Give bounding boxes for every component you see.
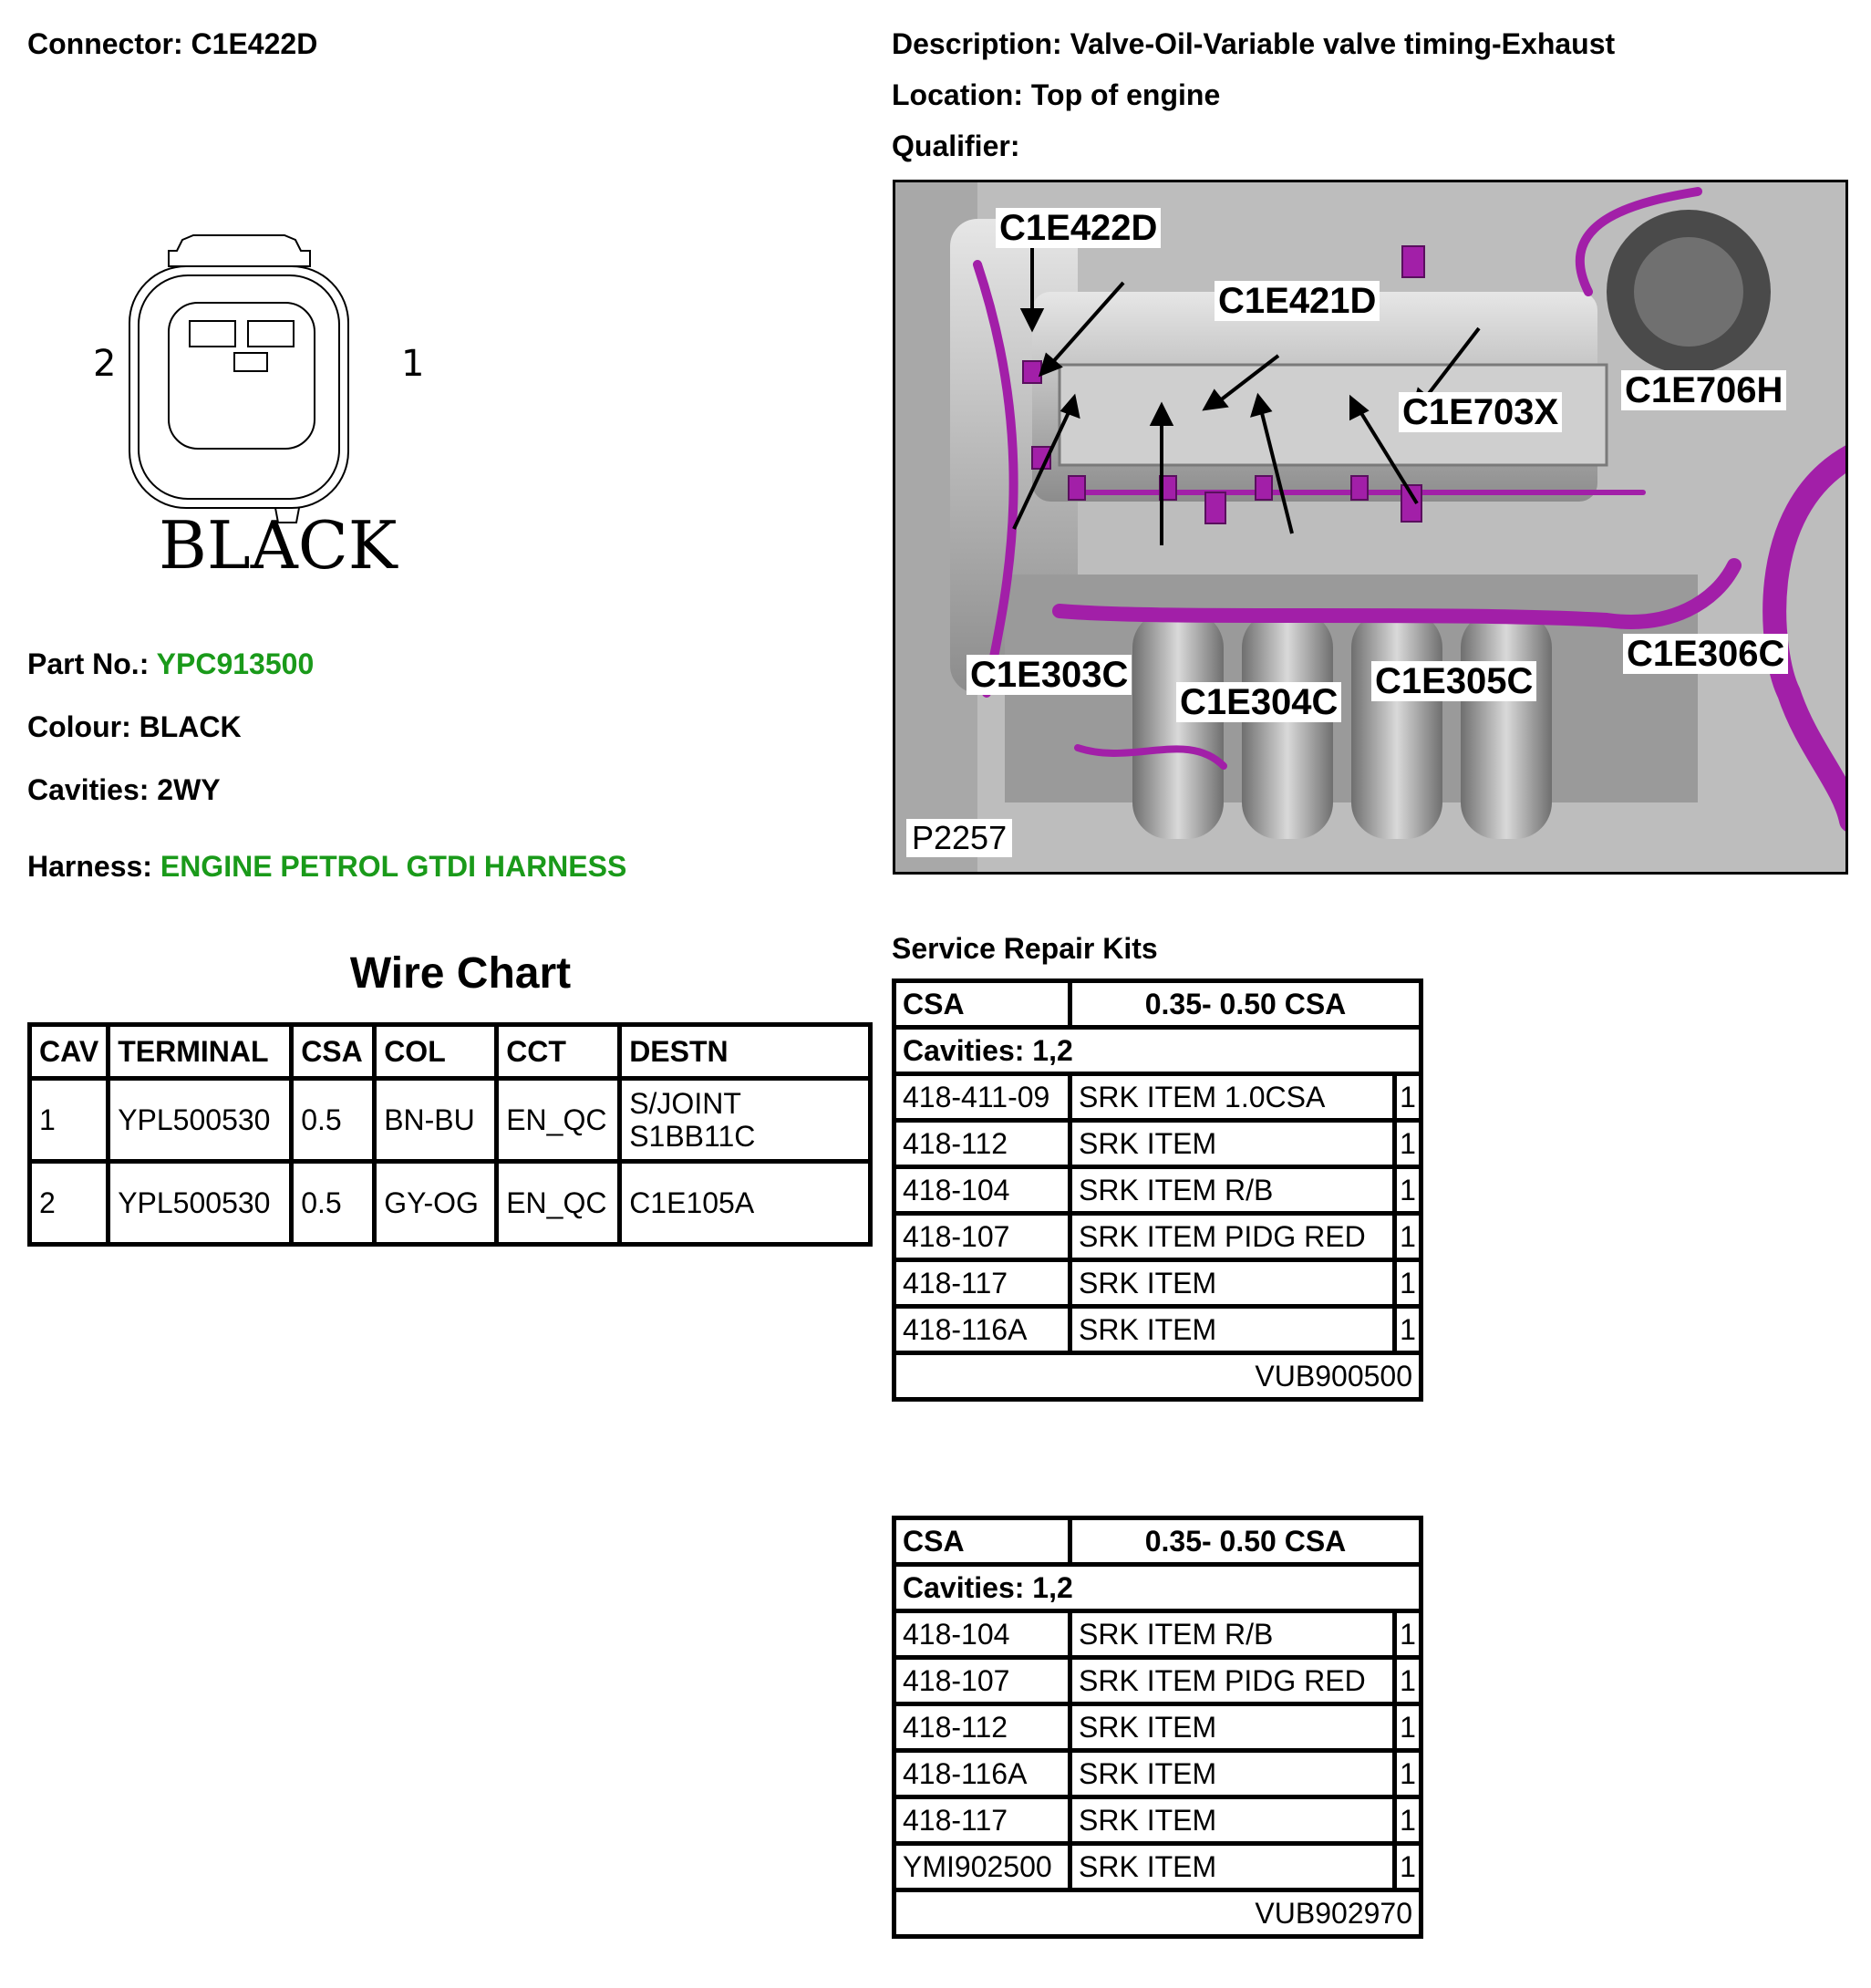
wire-chart-title: Wire Chart [349, 949, 572, 998]
description-label: Description: [892, 27, 1062, 60]
list-item [894, 1844, 1421, 1890]
kit-item-desc: SRK ITEM R/B [1070, 1167, 1395, 1214]
kit-item-code: YMI902500 [894, 1844, 1070, 1890]
kit-item-desc: SRK ITEM 1.0CSA [1070, 1074, 1395, 1121]
cell-destn: S/JOINT S1BB11C [620, 1079, 871, 1162]
list-item [894, 1704, 1421, 1751]
list-item [894, 1074, 1421, 1121]
kit-item-code: 418-116A [894, 1751, 1070, 1797]
kit-item-code: 418-116A [894, 1307, 1070, 1353]
description-field [892, 27, 1615, 61]
kit-item-code: 418-104 [894, 1167, 1070, 1214]
kit-item-desc: SRK ITEM PIDG RED [1070, 1658, 1395, 1704]
list-item [894, 1121, 1421, 1167]
kit-item-qty: 1 [1395, 1844, 1421, 1890]
callout-c1e303c: C1E303C [967, 655, 1132, 695]
cavities-field [27, 773, 221, 807]
kit-item-code: 418-107 [894, 1214, 1070, 1260]
cell-csa: 0.5 [292, 1162, 375, 1245]
qualifier-field [892, 129, 1019, 163]
header-cav: CAV [30, 1025, 109, 1079]
cell-col: BN-BU [375, 1079, 497, 1162]
cell-cav: 1 [30, 1079, 109, 1162]
kit-cavities: Cavities: 1,2 [894, 1028, 1421, 1074]
colour-label: Colour: [27, 710, 131, 743]
kit-item-desc: SRK ITEM [1070, 1844, 1395, 1890]
connector-value: C1E422D [191, 27, 318, 60]
header-destn: DESTN [620, 1025, 871, 1079]
kit-csa-row [894, 1518, 1421, 1565]
connector-field [27, 27, 317, 61]
kit-number: VUB902970 [894, 1890, 1421, 1937]
kit-csa-value: 0.35- 0.50 CSA [1070, 1518, 1421, 1565]
table-row [30, 1162, 871, 1245]
list-item [894, 1214, 1421, 1260]
list-item [894, 1751, 1421, 1797]
list-item [894, 1260, 1421, 1307]
kit-item-qty: 1 [1395, 1658, 1421, 1704]
list-item [894, 1797, 1421, 1844]
cavity-2 [190, 321, 235, 347]
kit-number-row [894, 1353, 1421, 1400]
kit-csa-label: CSA [894, 1518, 1070, 1565]
kit-item-qty: 1 [1395, 1121, 1421, 1167]
cell-terminal: YPL500530 [109, 1162, 292, 1245]
cavities-value: 2WY [157, 773, 221, 806]
wire-chart-table [27, 1022, 873, 1247]
cell-terminal: YPL500530 [109, 1079, 292, 1162]
harness-label: Harness: [27, 850, 152, 883]
kit-item-code: 418-112 [894, 1121, 1070, 1167]
location-value: Top of engine [1030, 78, 1221, 111]
kit-item-qty: 1 [1395, 1307, 1421, 1353]
kit-item-qty: 1 [1395, 1704, 1421, 1751]
callout-c1e305c: C1E305C [1371, 661, 1536, 701]
kit-cavities-row [894, 1028, 1421, 1074]
kit-number-row [894, 1890, 1421, 1937]
kit-item-qty: 1 [1395, 1214, 1421, 1260]
kit-cavities-row [894, 1565, 1421, 1611]
callout-c1e422d: C1E422D [996, 208, 1161, 248]
header-csa: CSA [292, 1025, 375, 1079]
location-label: Location: [892, 78, 1023, 111]
kit-item-desc: SRK ITEM PIDG RED [1070, 1214, 1395, 1260]
cell-cav: 2 [30, 1162, 109, 1245]
callout-c1e304c: C1E304C [1176, 682, 1341, 722]
kit-item-code: 418-112 [894, 1704, 1070, 1751]
connector-colour-text: BLACK [159, 507, 398, 575]
kit-item-code: 418-104 [894, 1611, 1070, 1658]
colour-field [27, 710, 242, 744]
part-no-link[interactable]: YPC913500 [156, 647, 315, 680]
pin-label-2: 2 [93, 343, 117, 385]
engine-location-image [893, 180, 1848, 875]
kit-item-qty: 1 [1395, 1167, 1421, 1214]
key-slot [234, 353, 267, 371]
kit-csa-label: CSA [894, 981, 1070, 1028]
repair-kit-table [892, 978, 1423, 1402]
kit-number: VUB900500 [894, 1353, 1421, 1400]
part-no-label: Part No.: [27, 647, 150, 680]
kit-cavities: Cavities: 1,2 [894, 1565, 1421, 1611]
colour-value: BLACK [139, 710, 242, 743]
callout-c1e706h: C1E706H [1621, 370, 1786, 410]
header-cct: CCT [497, 1025, 620, 1079]
kit-item-qty: 1 [1395, 1797, 1421, 1844]
kit-item-qty: 1 [1395, 1751, 1421, 1797]
kit-item-qty: 1 [1395, 1260, 1421, 1307]
kit-item-code: 418-117 [894, 1797, 1070, 1844]
list-item [894, 1611, 1421, 1658]
callout-c1e703x: C1E703X [1399, 392, 1562, 432]
connector-latch-outline [169, 235, 310, 266]
kit-item-desc: SRK ITEM [1070, 1307, 1395, 1353]
cell-cct: EN_QC [497, 1079, 620, 1162]
qualifier-label: Qualifier: [892, 129, 1020, 162]
description-value: Valve-Oil-Variable valve timing-Exhaust [1070, 27, 1616, 60]
header-terminal: TERMINAL [109, 1025, 292, 1079]
cavity-1 [248, 321, 294, 347]
cell-csa: 0.5 [292, 1079, 375, 1162]
callout-c1e306c: C1E306C [1623, 634, 1788, 674]
kit-item-desc: SRK ITEM [1070, 1121, 1395, 1167]
header-col: COL [375, 1025, 497, 1079]
connector-face-drawing [82, 219, 447, 575]
kit-item-desc: SRK ITEM R/B [1070, 1611, 1395, 1658]
harness-link[interactable]: ENGINE PETROL GTDI HARNESS [160, 850, 627, 883]
list-item [894, 1307, 1421, 1353]
list-item [894, 1658, 1421, 1704]
kit-item-qty: 1 [1395, 1074, 1421, 1121]
wire-chart-header-row [30, 1025, 871, 1079]
kit-item-code: 418-411-09 [894, 1074, 1070, 1121]
location-field [892, 78, 1220, 112]
kit-item-desc: SRK ITEM [1070, 1704, 1395, 1751]
service-repair-kits-title: Service Repair Kits [892, 932, 1158, 965]
callout-c1e421d: C1E421D [1215, 281, 1380, 321]
harness-field [27, 850, 626, 884]
cavities-label: Cavities: [27, 773, 150, 806]
cell-destn: C1E105A [620, 1162, 871, 1245]
kit-csa-row [894, 981, 1421, 1028]
repair-kit-table [892, 1516, 1423, 1939]
kit-item-code: 418-107 [894, 1658, 1070, 1704]
list-item [894, 1167, 1421, 1214]
pin-label-1: 1 [401, 343, 425, 385]
connector-label: Connector: [27, 27, 183, 60]
kit-csa-value: 0.35- 0.50 CSA [1070, 981, 1421, 1028]
cell-col: GY-OG [375, 1162, 497, 1245]
kit-item-code: 418-117 [894, 1260, 1070, 1307]
kit-item-desc: SRK ITEM [1070, 1260, 1395, 1307]
kit-item-qty: 1 [1395, 1611, 1421, 1658]
part-no-field [27, 647, 314, 681]
table-row [30, 1079, 871, 1162]
kit-item-desc: SRK ITEM [1070, 1751, 1395, 1797]
kit-item-desc: SRK ITEM [1070, 1797, 1395, 1844]
cell-cct: EN_QC [497, 1162, 620, 1245]
figure-id: P2257 [906, 819, 1012, 857]
